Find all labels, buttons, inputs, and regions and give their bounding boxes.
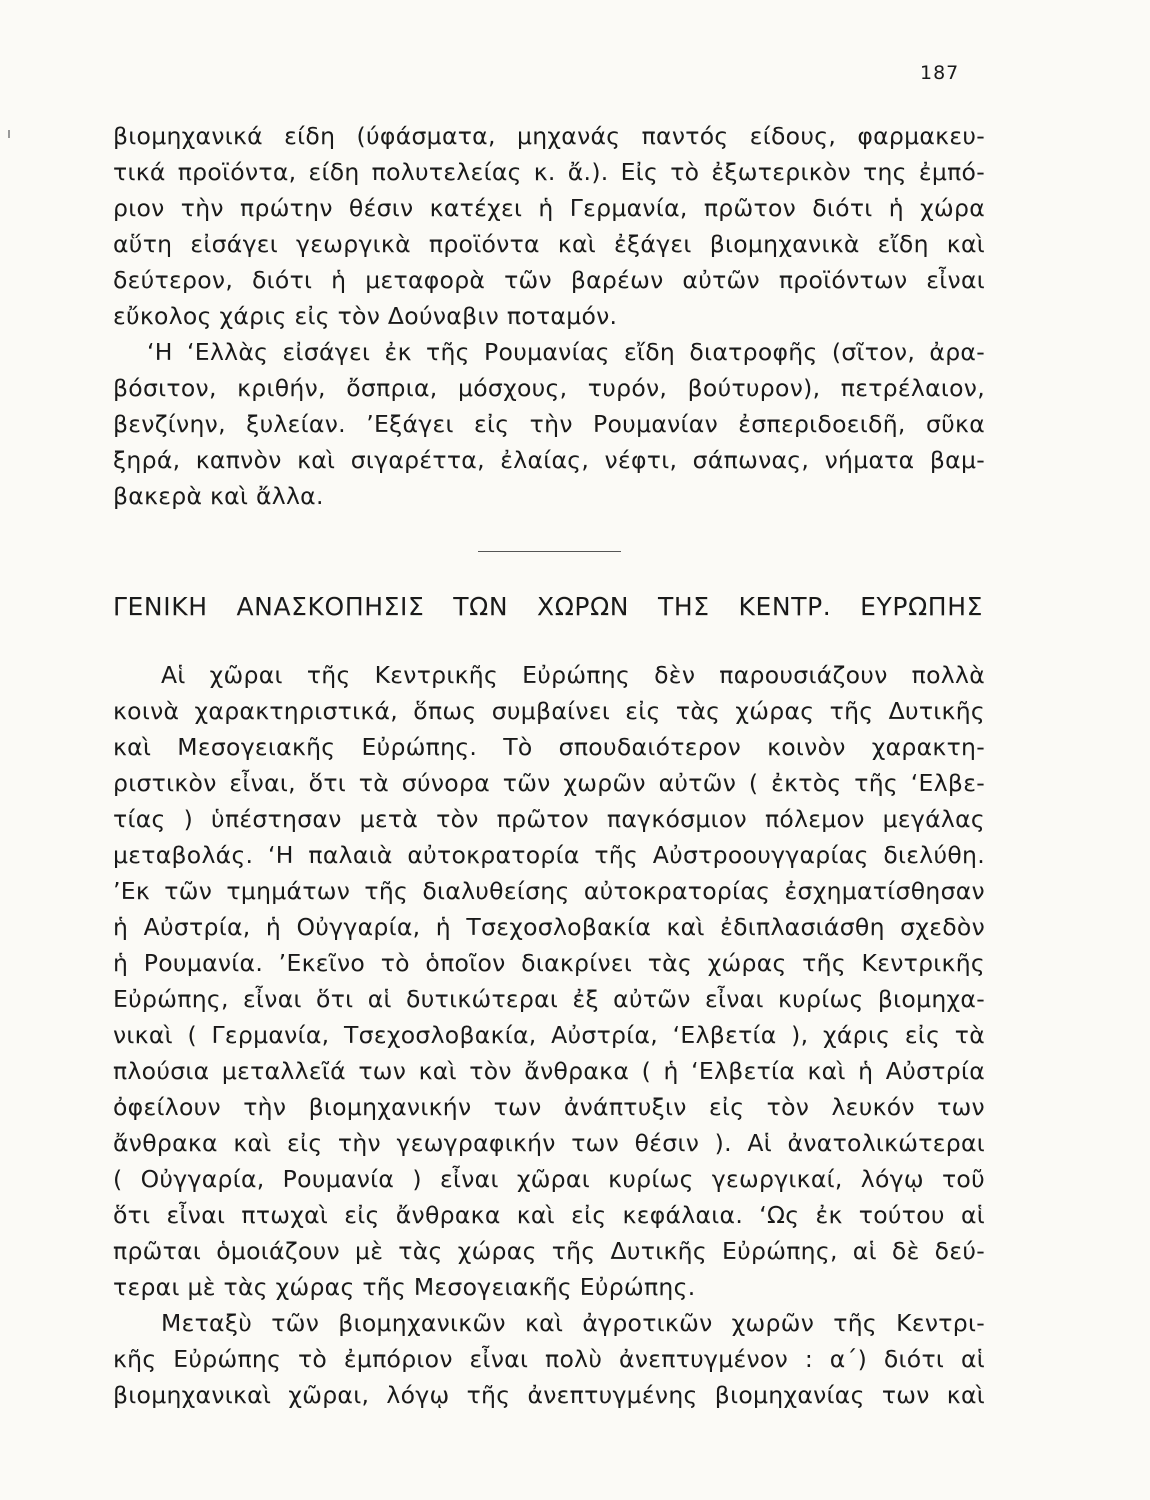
text-line: ὀφείλουν τὴν βιομηχανικήν των ἀνάπτυξιν εἰς τὸν λευκόν των xyxy=(113,1093,985,1121)
text-line: ἄνθρακα καὶ εἰς τὴν γεωγραφικήν των θέσιν ). Αἱ ἀνατολικώτεραι xyxy=(113,1129,985,1157)
section-divider xyxy=(478,551,621,552)
text-line: πρῶται ὁμοιάζουν μὲ τὰς χώρας τῆς Δυτικῆς Εὐρώπης, αἱ δὲ δεύ- xyxy=(113,1237,985,1265)
text-line: καὶ Μεσογειακῆς Εὐρώπης. Τὸ σπουδαιότερον κοινὸν χαρακτη- xyxy=(113,733,985,761)
paragraph-block-trade xyxy=(113,118,985,514)
text-line: τικά προϊόντα, είδη πολυτελείας κ. ἄ.). Εἰς τὸ ἐξωτερικὸν της ἐμπό- xyxy=(113,158,985,186)
text-line: τεραι μὲ τὰς χώρας τῆς Μεσογειακῆς Εὐρώπης. xyxy=(113,1273,696,1301)
text-line: βόσιτον, κριθήν, ὄσπρια, μόσχους, τυρόν, βούτυρον), πετρέλαιον, xyxy=(113,374,985,402)
text-line: Εὐρώπης, εἶναι ὅτι αἱ δυτικώτεραι ἐξ αὐτῶν εἶναι κυρίως βιομηχα- xyxy=(113,985,985,1013)
page-number: 187 xyxy=(920,62,960,84)
text-line: νικαὶ ( Γερμανία, Τσεχοσλοβακία, Αὐστρία, ‘Ελβετία ), χάρις εἰς τὰ xyxy=(113,1021,985,1049)
text-line: ὅτι εἶναι πτωχαὶ εἰς ἄνθρακα καὶ εἰς κεφάλαια. ‘Ως ἐκ τούτου αἱ xyxy=(113,1201,985,1229)
text-line: βιομηχανικά είδη (ύφάσματα, μηχανάς παντός είδους, φαρμακευ- xyxy=(113,122,985,150)
text-line: μεταβολάς. ‘Η παλαιὰ αὐτοκρατορία τῆς Αὐστροουγγαρίας διελύθη. xyxy=(113,841,985,869)
text-line: κοινὰ χαρακτηριστικά, ὅπως συμβαίνει εἰς τὰς χώρας τῆς Δυτικῆς xyxy=(113,697,985,725)
scan-mark xyxy=(8,130,10,138)
text-line: τίας ) ὑπέστησαν μετὰ τὸν πρῶτον παγκόσμιον πόλεμον μεγάλας xyxy=(113,805,985,833)
text-line: αὕτη εἰσάγει γεωργικὰ προϊόντα καὶ ἐξάγει βιομηχανικὰ εἴδη καὶ xyxy=(113,230,985,258)
paragraph-block-central-europe xyxy=(113,657,985,1413)
text-line: δεύτερον, διότι ἡ μεταφορὰ τῶν βαρέων αὐτῶν προϊόντων εἶναι xyxy=(113,266,985,294)
text-line: ριστικὸν εἶναι, ὅτι τὰ σύνορα τῶν χωρῶν αὐτῶν ( ἐκτὸς τῆς ‘Ελβε- xyxy=(113,769,985,797)
text-line: βακερὰ καὶ ἄλλα. xyxy=(113,482,324,510)
text-line: ἡ Ρουμανία. ’Εκεῖνο τὸ ὁποῖον διακρίνει τὰς χώρας τῆς Κεντρικῆς xyxy=(113,949,985,977)
text-line: κῆς Εὐρώπης τὸ ἐμπόριον εἶναι πολὺ ἀνεπτυγμένον : α΄) διότι αἱ xyxy=(113,1345,985,1373)
text-line: πλούσια μεταλλεῖά των καὶ τὸν ἄνθρακα ( ἡ ‘Ελβετία καὶ ἡ Αὐστρία xyxy=(113,1057,985,1085)
text-line: Αἱ χῶραι τῆς Κεντρικῆς Εὐρώπης δὲν παρουσιάζουν πολλὰ xyxy=(161,661,985,689)
text-line: ( Οὐγγαρία, Ρουμανία ) εἶναι χῶραι κυρίως γεωργικαί, λόγῳ τοῦ xyxy=(113,1165,985,1193)
text-line: βιομηχανικαὶ χῶραι, λόγῳ τῆς ἀνεπτυγμένης βιομηχανίας των καὶ xyxy=(113,1381,985,1409)
text-line: ‘Η ‘Ελλὰς εἰσάγει ἐκ τῆς Ρουμανίας εἴδη διατροφῆς (σῖτον, ἀρα- xyxy=(147,338,985,366)
text-line: ριον τὴν πρώτην θέσιν κατέχει ἡ Γερμανία, πρῶτον διότι ἡ χώρα xyxy=(113,194,985,222)
text-line: ’Εκ τῶν τμημάτων τῆς διαλυθείσης αὐτοκρατορίας ἐσχηματίσθησαν xyxy=(113,877,985,905)
text-line: Μεταξὺ τῶν βιομηχανικῶν καὶ ἀγροτικῶν χωρῶν τῆς Κεντρι- xyxy=(161,1309,985,1337)
text-line: εὔκολος χάρις εἰς τὸν Δούναβιν ποταμόν. xyxy=(113,302,618,330)
text-line: ξηρά, καπνὸν καὶ σιγαρέττα, ἐλαίας, νέφτι, σάπωνας, νήματα βαμ- xyxy=(113,446,985,474)
section-heading: ΓΕΝΙΚΗ ΑΝΑΣΚΟΠΗΣΙΣ ΤΩΝ ΧΩΡΩΝ ΤΗΣ ΚΕΝΤΡ. ΕΥΡΩΠΗΣ xyxy=(113,592,983,621)
text-line: ἡ Αὐστρία, ἡ Οὐγγαρία, ἡ Τσεχοσλοβακία καὶ ἐδιπλασιάσθη σχεδὸν xyxy=(113,913,985,941)
text-line: βενζίνην, ξυλείαν. ’Εξάγει εἰς τὴν Ρουμανίαν ἐσπεριδοειδῆ, σῦκα xyxy=(113,410,985,438)
